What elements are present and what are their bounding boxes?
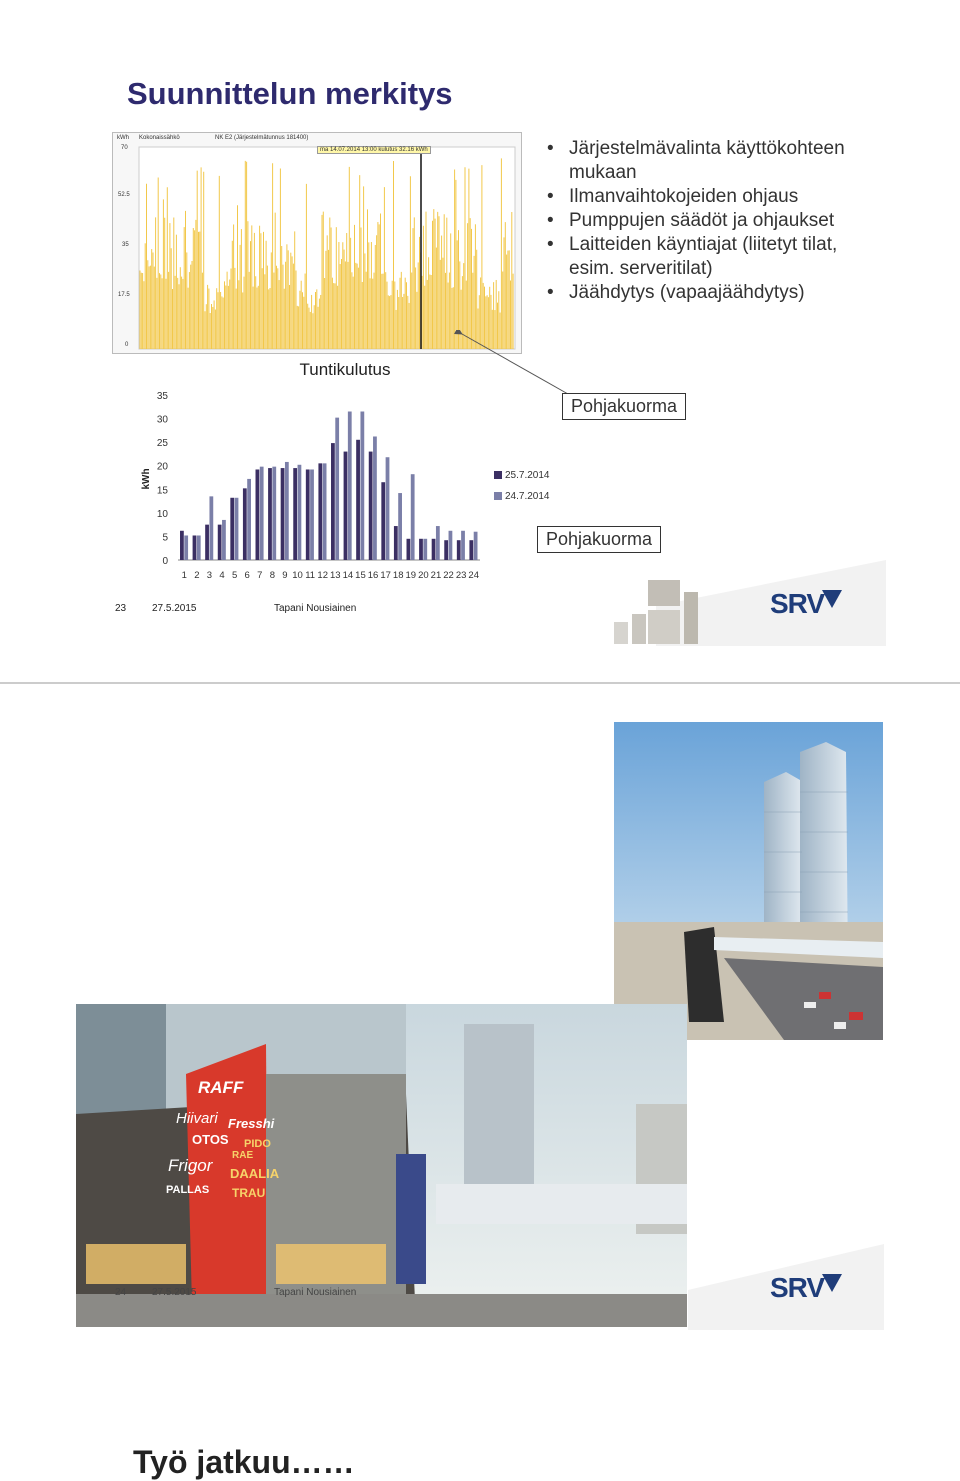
screenshot-series-label: Kokonaissähkö	[139, 135, 180, 141]
energy-monitor-screenshot	[112, 132, 522, 354]
bar-series2-hour-20	[423, 539, 427, 560]
bar-series2-hour-19	[411, 474, 415, 560]
screenshot-ytick: 52.5	[118, 192, 130, 198]
bar-series2-hour-2	[197, 535, 201, 560]
y-tick-label: 10	[156, 508, 168, 520]
x-tick-label: 17	[380, 570, 391, 581]
chart-title: Tuntikulutus	[299, 360, 391, 379]
bar-series1-hour-19	[407, 539, 411, 560]
srv-logo: SRV	[770, 1272, 825, 1303]
x-tick-label: 9	[282, 570, 288, 581]
tower-rendering-photo	[614, 722, 883, 1040]
x-tick-label: 16	[367, 570, 379, 581]
screenshot-ytick: 70	[121, 145, 128, 151]
bar-series2-hour-12	[323, 463, 327, 560]
bar-series1-hour-1	[180, 531, 184, 560]
y-tick-label: 25	[156, 438, 168, 450]
bar-series2-hour-24	[474, 532, 478, 560]
y-tick-label: 35	[156, 391, 168, 402]
bar-series1-hour-23	[457, 540, 461, 560]
bar-series2-hour-21	[436, 526, 440, 560]
y-tick-label: 15	[156, 485, 168, 497]
bar-series2-hour-10	[298, 465, 302, 560]
bar-series2-hour-6	[247, 479, 251, 560]
building-sign: TRAU	[232, 1186, 266, 1200]
x-tick-label: 10	[292, 570, 303, 581]
bar-series1-hour-3	[205, 525, 209, 560]
y-tick-label: 0	[162, 556, 168, 567]
bar-series2-hour-9	[285, 462, 289, 560]
srv-logo: SRV	[770, 588, 825, 619]
page-number: 24	[115, 1287, 127, 1298]
srv-logo-mark	[822, 590, 842, 608]
callout-base-load-bottom: Pohjakuorma	[537, 526, 661, 553]
srv-logo-block	[688, 1244, 884, 1330]
x-tick-label: 2	[194, 570, 200, 581]
bar-series2-hour-14	[348, 412, 352, 561]
y-tick-label: 20	[156, 461, 168, 473]
bar-series2-hour-8	[272, 467, 276, 560]
bar-series1-hour-7	[256, 469, 260, 560]
slide-23	[0, 0, 960, 682]
footer-author: Tapani Nousiainen	[274, 1287, 357, 1298]
bullet-item: • Jäähdytys (vapaajäähdytys)	[545, 281, 845, 305]
slide-24	[0, 684, 960, 1480]
bullet-item: • Pumppujen säädöt ja ohjaukset	[545, 209, 845, 233]
bar-series2-hour-15	[360, 412, 364, 561]
x-tick-label: 24	[468, 570, 479, 581]
x-tick-label: 15	[355, 570, 366, 581]
bar-series1-hour-4	[218, 525, 222, 560]
bar-series2-hour-3	[209, 496, 213, 560]
x-tick-label: 21	[430, 570, 442, 581]
y-axis-label: kWh	[141, 468, 152, 490]
slide-title: Suunnittelun merkitys	[127, 76, 453, 111]
bar-series2-hour-13	[335, 418, 339, 560]
srv-logo-block	[596, 560, 886, 646]
bar-series1-hour-14	[344, 452, 348, 560]
x-tick-label: 11	[305, 570, 316, 581]
bar-series1-hour-12	[318, 463, 322, 560]
footer-date: 27.5.2015	[152, 603, 197, 614]
energy-monitor-plot	[113, 133, 521, 353]
building-sign: OTOS	[192, 1132, 229, 1147]
shopping-center-rendering-photo	[76, 1004, 687, 1327]
screenshot-ytick: 0	[125, 342, 129, 348]
bar-series2-hour-16	[373, 436, 377, 560]
x-tick-label: 18	[392, 570, 404, 581]
x-tick-label: 19	[405, 570, 417, 581]
x-tick-label: 23	[455, 570, 467, 581]
y-tick-label: 30	[156, 414, 168, 426]
building-sign: PIDO	[244, 1138, 271, 1150]
bar-series1-hour-21	[432, 539, 436, 560]
bar-series1-hour-24	[469, 540, 473, 560]
screenshot-tooltip: ma 14.07.2014 13:00 kulutus 32.16 kWh	[317, 146, 431, 154]
screenshot-ytick: 17.5	[118, 292, 130, 298]
building-sign: DAALIA	[230, 1166, 280, 1181]
bar-series1-hour-9	[281, 468, 285, 560]
x-tick-label: 20	[418, 570, 429, 581]
bar-series1-hour-11	[306, 469, 310, 560]
bullet-item: • Ilmanvaihtokojeiden ohjaus	[545, 185, 845, 209]
y-tick-label: 5	[162, 532, 168, 544]
x-tick-label: 3	[206, 570, 213, 581]
bar-series1-hour-18	[394, 526, 398, 560]
bar-series1-hour-17	[381, 482, 385, 560]
bullet-list	[545, 137, 845, 305]
building-sign: Hiivari	[176, 1110, 218, 1127]
x-tick-label: 12	[317, 570, 328, 581]
bar-series1-hour-10	[293, 468, 297, 560]
bar-series1-hour-16	[369, 452, 373, 560]
legend-label: 25.7.2014	[505, 470, 550, 481]
bar-series1-hour-5	[230, 498, 234, 560]
building-sign: RAFF	[198, 1078, 244, 1097]
bar-series2-hour-11	[310, 469, 314, 560]
screenshot-meter-label: NK E2 (Järjestelmätunnus 181400)	[215, 135, 309, 141]
bar-series2-hour-1	[184, 535, 188, 560]
legend-swatch	[494, 492, 502, 500]
x-tick-label: 1	[181, 570, 187, 581]
bullet-item: • Laitteiden käyntiajat (liitetyt tilat, esim. serveritilat)	[545, 233, 845, 281]
bullet-item: • Järjestelmävalinta käyttökohteen mukaan	[545, 137, 845, 185]
x-tick-label: 14	[342, 570, 354, 581]
bar-series2-hour-22	[449, 531, 453, 560]
legend-item	[494, 491, 550, 502]
bar-series1-hour-22	[444, 540, 448, 560]
bar-series1-hour-2	[193, 535, 197, 560]
x-tick-label: 8	[269, 570, 276, 581]
logo-tiles	[596, 560, 886, 646]
legend-item	[494, 470, 550, 481]
bar-series2-hour-7	[260, 467, 264, 560]
srv-logo-mark	[822, 1274, 842, 1292]
x-tick-label: 6	[244, 570, 250, 581]
bar-series1-hour-8	[268, 468, 272, 560]
building-sign: RAE	[232, 1150, 254, 1161]
x-tick-label: 13	[330, 570, 341, 581]
screenshot-unit-label: kWh	[117, 135, 129, 141]
legend-label: 24.7.2014	[505, 491, 550, 502]
building-sign: Fresshi	[228, 1116, 275, 1131]
bar-series2-hour-23	[461, 531, 465, 560]
callout-base-load-top: Pohjakuorma	[562, 393, 686, 420]
x-tick-label: 5	[231, 570, 238, 581]
legend-swatch	[494, 471, 502, 479]
x-tick-label: 22	[443, 570, 454, 581]
hourly-consumption-chart	[120, 355, 500, 587]
x-tick-label: 4	[219, 570, 225, 581]
slide-title: Työ jatkuu……	[133, 1444, 355, 1480]
footer-date: 27.5.2015	[152, 1287, 197, 1298]
bar-series2-hour-5	[235, 498, 239, 560]
footer-author: Tapani Nousiainen	[274, 603, 357, 614]
building-sign: PALLAS	[166, 1184, 210, 1196]
screenshot-ytick: 35	[122, 242, 129, 248]
building-sign: Frigor	[168, 1156, 213, 1175]
x-tick-label: 7	[257, 570, 263, 581]
page-number: 23	[115, 603, 127, 614]
bar-series1-hour-6	[243, 488, 247, 560]
bar-series1-hour-15	[356, 440, 360, 560]
bar-series1-hour-20	[419, 539, 423, 560]
bar-series2-hour-18	[398, 493, 402, 560]
bar-series2-hour-17	[386, 457, 390, 560]
bar-series2-hour-4	[222, 520, 226, 560]
bar-series1-hour-13	[331, 443, 335, 560]
